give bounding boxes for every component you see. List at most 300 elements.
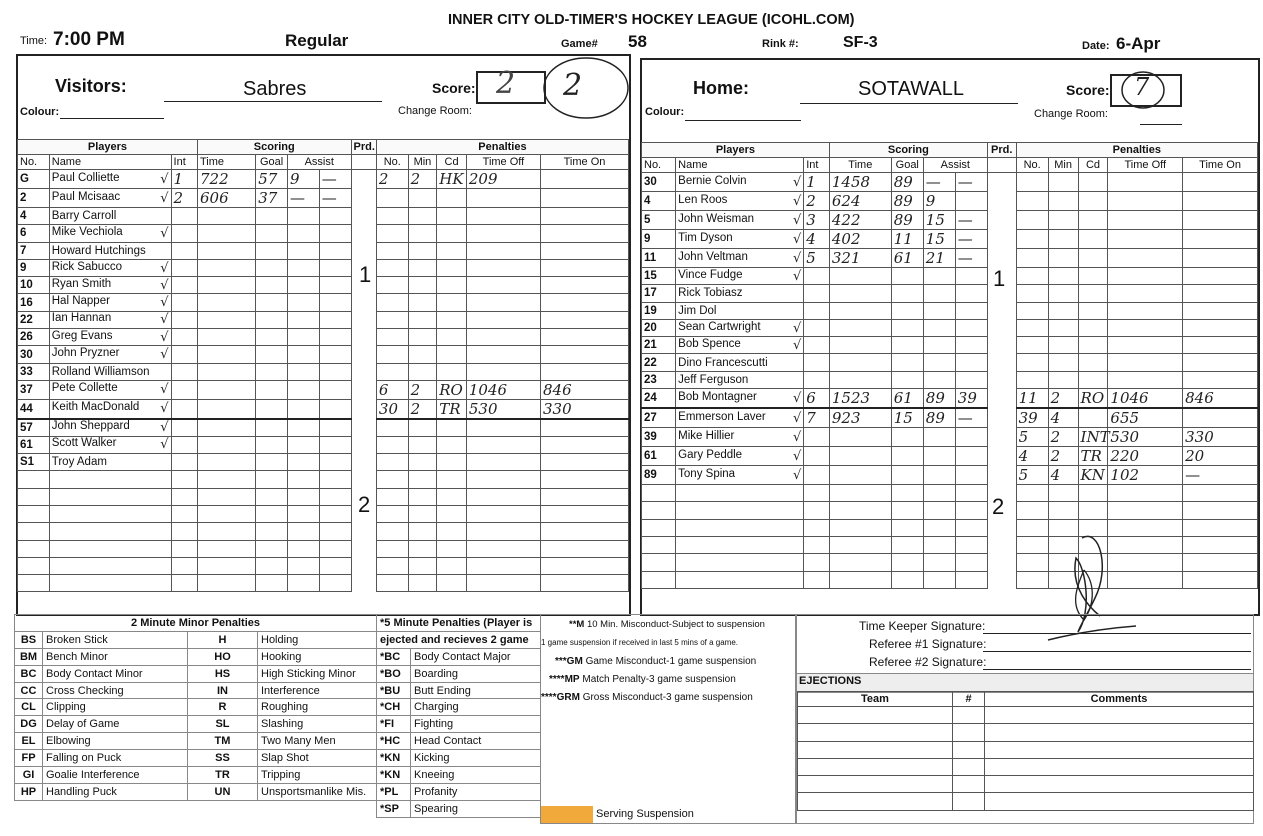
player-name-text: John Weisman	[678, 212, 755, 225]
pen-no-cell	[1016, 337, 1048, 354]
pen-off-cell	[466, 242, 540, 259]
player-number: 4	[18, 208, 50, 225]
attendance-check: √	[160, 401, 169, 417]
penalty-desc: High Sticking Minor	[258, 665, 377, 682]
goal-cell	[891, 554, 923, 571]
pen-on-cell	[540, 329, 628, 346]
hw-min: 4	[1050, 466, 1061, 485]
assist2-cell	[955, 319, 987, 336]
penalty-desc: Handling Puck	[43, 783, 188, 800]
pen-no-cell	[376, 575, 408, 592]
player-name-text: Scott Walker	[51, 437, 117, 450]
hw-assist2: —	[957, 211, 973, 229]
pen-cd-cell	[1078, 302, 1108, 319]
player-row	[642, 389, 1258, 409]
ejection-cell	[798, 793, 953, 810]
int-cell	[171, 311, 197, 328]
col-min: Min	[408, 155, 437, 170]
goal-cell	[256, 488, 288, 505]
home-period-1: 1	[993, 266, 1006, 291]
pen-cd-cell	[437, 311, 467, 328]
player-number: 30	[18, 346, 50, 363]
assist1-cell	[287, 346, 319, 363]
assist2-cell	[955, 428, 987, 447]
pen-min-cell	[1048, 192, 1078, 211]
ejection-cell	[985, 758, 1254, 775]
goal-cell	[891, 485, 923, 502]
attendance-check: √	[792, 410, 802, 426]
player-row	[642, 536, 1258, 553]
pen-cd-cell	[437, 399, 467, 419]
pen-min-cell	[408, 436, 437, 453]
pen-min-cell	[1048, 447, 1078, 466]
hw-time: 923	[831, 409, 861, 428]
home-colour-label: Colour:	[645, 106, 685, 118]
assist1-cell	[923, 192, 955, 211]
player-name-text: Paul Colliette	[51, 171, 120, 184]
assist2-cell	[319, 557, 351, 574]
assist2-cell	[319, 454, 351, 471]
assist2-cell	[319, 471, 351, 488]
assist2-cell	[319, 208, 351, 225]
penalty-code: HS	[188, 665, 258, 682]
assist2-cell	[955, 554, 987, 571]
pen-cd-cell	[437, 363, 467, 380]
assist2-cell	[319, 419, 351, 436]
time-cell	[197, 380, 255, 399]
penalty-desc: Boarding	[411, 665, 541, 682]
penalty-desc: Tripping	[258, 767, 377, 784]
hw-on: 846	[1185, 389, 1214, 408]
time-value: 7:00 PM	[53, 29, 125, 50]
player-number	[18, 523, 50, 540]
major-penalty-row	[377, 665, 541, 682]
player-name	[676, 230, 804, 249]
hw-assist2: —	[957, 173, 973, 191]
pen-no-cell	[1016, 485, 1048, 502]
prd-cell	[351, 311, 376, 328]
pen-off-cell	[1108, 302, 1183, 319]
assist1-cell	[923, 571, 955, 588]
pen-on-cell	[1183, 354, 1258, 371]
assist1-cell	[923, 536, 955, 553]
hw-off: 102	[1110, 466, 1140, 485]
player-row	[642, 337, 1258, 354]
home-col-time-on: Time On	[1183, 158, 1258, 173]
pen-no-cell	[376, 294, 408, 311]
time-cell	[197, 189, 255, 208]
prd-cell	[351, 170, 376, 189]
assist1-cell	[287, 208, 319, 225]
goal-cell	[891, 502, 923, 519]
home-team-name: SOTAWALL	[858, 78, 964, 100]
misc-text-mp: Match Penalty-3 game suspension	[582, 674, 736, 685]
pen-off-cell	[1108, 285, 1183, 302]
penalty-desc: Body Contact Major	[411, 648, 541, 665]
player-number: 22	[642, 354, 676, 371]
player-name-text: Rick Tobiasz	[678, 287, 743, 300]
hw-int: 2	[806, 192, 816, 210]
player-number	[642, 502, 676, 519]
time-cell	[197, 471, 255, 488]
penalty-desc: Slashing	[258, 716, 377, 733]
penalty-code: *BO	[377, 665, 411, 682]
time-cell	[829, 408, 891, 428]
goal-cell	[256, 363, 288, 380]
penalty-code: GI	[15, 767, 43, 784]
pen-cd-cell	[1078, 466, 1108, 485]
minor-penalty-row	[15, 733, 377, 750]
prd-cell	[351, 575, 376, 592]
penalty-code: *FI	[377, 716, 411, 733]
player-row	[18, 242, 629, 259]
pen-off-cell	[466, 419, 540, 436]
pen-cd-cell	[437, 575, 467, 592]
attendance-check: √	[160, 382, 169, 398]
time-cell	[829, 554, 891, 571]
goal-cell	[891, 337, 923, 354]
pen-min-cell	[408, 523, 437, 540]
minor-title: 2 Minute Minor Penalties	[15, 615, 377, 632]
hw-no: 39	[1018, 409, 1038, 428]
player-name-text: Jeff Ferguson	[678, 373, 749, 386]
player-row	[18, 454, 629, 471]
ejection-cell	[953, 793, 985, 810]
pen-off-cell	[466, 329, 540, 346]
visitors-change-room-label: Change Room:	[398, 105, 472, 117]
penalty-desc: Cross Checking	[43, 682, 188, 699]
penalty-desc: Fighting	[411, 716, 541, 733]
pen-cd-cell	[1078, 319, 1108, 336]
player-name	[676, 337, 804, 354]
pen-off-cell	[466, 259, 540, 276]
penalty-desc: Spearing	[411, 800, 541, 817]
major-penalty-row	[377, 648, 541, 665]
ejections-num-header: #	[953, 692, 985, 707]
hw-cd: RO	[1080, 389, 1105, 408]
home-scoring-header: Scoring	[829, 143, 987, 158]
attendance-check: √	[160, 347, 169, 363]
player-name-text: Ryan Smith	[51, 277, 112, 290]
time-cell	[829, 466, 891, 485]
penalty-code: TR	[188, 767, 258, 784]
hw-goal: 15	[893, 409, 913, 428]
goal-cell	[256, 242, 288, 259]
penalty-desc: Broken Stick	[43, 631, 188, 648]
player-number	[18, 488, 50, 505]
home-table	[641, 142, 1258, 589]
pen-cd-cell	[437, 419, 467, 436]
time-cell	[829, 519, 891, 536]
assist2-cell	[955, 192, 987, 211]
pen-on-cell	[1183, 502, 1258, 519]
assist1-cell	[923, 428, 955, 447]
player-row	[18, 170, 629, 189]
player-number: 20	[642, 319, 676, 336]
player-row	[18, 523, 629, 540]
player-number: 30	[642, 173, 676, 192]
hw-time: 624	[831, 192, 861, 210]
prd-cell	[987, 192, 1016, 211]
hw-goal: 89	[893, 192, 913, 210]
pen-no-cell	[376, 540, 408, 557]
prd-cell	[987, 466, 1016, 485]
pen-off-cell	[1108, 466, 1183, 485]
penalty-code: IN	[188, 682, 258, 699]
player-row	[642, 319, 1258, 336]
penalty-code: *PL	[377, 783, 411, 800]
home-score: 7	[1134, 73, 1150, 101]
pen-on-cell	[1183, 554, 1258, 571]
col-name: Name	[49, 155, 171, 170]
pen-off-cell	[466, 557, 540, 574]
minor-penalty-row	[15, 631, 377, 648]
prd-cell	[351, 471, 376, 488]
player-name	[676, 571, 804, 588]
player-row	[642, 268, 1258, 285]
player-number: 9	[642, 230, 676, 249]
int-cell	[171, 277, 197, 294]
hw-off: 530	[468, 399, 498, 418]
pen-on-cell	[1183, 268, 1258, 285]
player-row	[18, 363, 629, 380]
player-number: 4	[642, 192, 676, 211]
player-name	[49, 170, 171, 189]
attendance-check: √	[160, 277, 169, 293]
player-row	[18, 557, 629, 574]
time-cell	[829, 428, 891, 447]
prd-cell	[351, 399, 376, 419]
assist2-cell	[319, 170, 351, 189]
pen-cd-cell	[1078, 211, 1108, 230]
pen-on-cell	[1183, 447, 1258, 466]
hw-on: 330	[1185, 428, 1214, 447]
pen-off-cell	[466, 225, 540, 242]
assist2-cell	[319, 363, 351, 380]
player-name	[49, 419, 171, 436]
penalty-code: *BC	[377, 648, 411, 665]
attendance-check: √	[160, 420, 169, 436]
pen-on-cell	[540, 399, 628, 419]
assist2-cell	[955, 571, 987, 588]
hw-assist1: 89	[925, 389, 945, 408]
pen-on-cell	[540, 419, 628, 436]
penalty-code: DG	[15, 716, 43, 733]
attendance-check: √	[792, 231, 802, 247]
prd-cell	[987, 354, 1016, 371]
assist2-cell	[955, 173, 987, 192]
pen-no-cell	[376, 523, 408, 540]
major-penalty-row	[377, 716, 541, 733]
pen-cd-cell	[1078, 502, 1108, 519]
pen-no-cell	[376, 311, 408, 328]
major-penalty-row	[377, 750, 541, 767]
hw-goal: 61	[893, 389, 913, 408]
pen-min-cell	[1048, 408, 1078, 428]
time-cell	[829, 485, 891, 502]
time-cell	[197, 540, 255, 557]
hw-no: 5	[1018, 428, 1029, 447]
pen-cd-cell	[437, 488, 467, 505]
player-name-text: Keith MacDonald	[51, 401, 140, 414]
pen-no-cell	[376, 189, 408, 208]
assist1-cell	[287, 277, 319, 294]
pen-on-cell	[1183, 173, 1258, 192]
pen-on-cell	[1183, 519, 1258, 536]
time-cell	[829, 230, 891, 249]
pen-off-cell	[1108, 319, 1183, 336]
home-col-no: No.	[642, 158, 676, 173]
penalty-code: *KN	[377, 767, 411, 784]
assist2-cell	[319, 259, 351, 276]
serving-color-swatch	[541, 806, 593, 823]
pen-off-cell	[466, 523, 540, 540]
pen-off-cell	[1108, 230, 1183, 249]
assist2-cell	[319, 380, 351, 399]
pen-cd-cell	[437, 329, 467, 346]
player-name	[676, 354, 804, 371]
home-col-goal: Goal	[891, 158, 923, 173]
int-cell	[804, 354, 830, 371]
int-cell	[171, 575, 197, 592]
player-name-text: Bernie Colvin	[678, 174, 747, 187]
assist2-cell	[319, 294, 351, 311]
time-cell	[197, 170, 255, 189]
col-time: Time	[197, 155, 255, 170]
pen-no-cell	[376, 454, 408, 471]
goal-cell	[256, 436, 288, 453]
pen-on-cell	[1183, 319, 1258, 336]
int-cell	[804, 408, 830, 428]
player-number	[18, 540, 50, 557]
assist1-cell	[287, 225, 319, 242]
player-number	[642, 554, 676, 571]
time-cell	[829, 285, 891, 302]
int-cell	[171, 540, 197, 557]
player-name-text: Gary Peddle	[678, 448, 743, 461]
player-name	[676, 485, 804, 502]
pen-on-cell	[540, 488, 628, 505]
player-number: 2	[18, 189, 50, 208]
goal-cell	[891, 408, 923, 428]
penalty-desc: Profanity	[411, 783, 541, 800]
time-cell	[197, 436, 255, 453]
player-name	[49, 471, 171, 488]
goal-cell	[891, 211, 923, 230]
assist1-cell	[287, 259, 319, 276]
player-number: 89	[642, 466, 676, 485]
pen-no-cell	[376, 208, 408, 225]
player-name	[49, 523, 171, 540]
player-name-text: Rolland Williamson	[51, 365, 150, 378]
pen-no-cell	[1016, 371, 1048, 388]
time-cell	[829, 571, 891, 588]
time-cell	[197, 346, 255, 363]
game-type: Regular	[285, 31, 349, 50]
pen-no-cell	[376, 277, 408, 294]
prd-cell	[987, 302, 1016, 319]
player-number: 61	[18, 436, 50, 453]
pen-cd-cell	[1078, 408, 1108, 428]
penalty-desc: Charging	[411, 699, 541, 716]
pen-on-cell	[540, 294, 628, 311]
goal-cell	[891, 302, 923, 319]
assist1-cell	[287, 363, 319, 380]
pen-no-cell	[1016, 408, 1048, 428]
date-value: 6-Apr	[1116, 34, 1161, 53]
pen-min-cell	[408, 346, 437, 363]
assist2-cell	[955, 268, 987, 285]
pen-min-cell	[408, 329, 437, 346]
player-name	[676, 173, 804, 192]
col-int: Int	[171, 155, 197, 170]
penalty-desc: Bench Minor	[43, 648, 188, 665]
player-name	[676, 536, 804, 553]
player-number: 37	[18, 380, 50, 399]
pen-no-cell	[1016, 319, 1048, 336]
assist1-cell	[923, 230, 955, 249]
home-penalties-header: Penalties	[1016, 143, 1257, 158]
player-number: 9	[18, 259, 50, 276]
goal-cell	[256, 505, 288, 522]
time-cell	[197, 363, 255, 380]
penalty-code: SL	[188, 716, 258, 733]
goal-cell	[891, 285, 923, 302]
rink-value: SF-3	[843, 34, 878, 51]
player-number	[18, 471, 50, 488]
goal-cell	[891, 389, 923, 409]
pen-cd-cell	[437, 259, 467, 276]
penalty-code: H	[188, 631, 258, 648]
assist1-cell	[923, 285, 955, 302]
player-name	[49, 505, 171, 522]
int-cell	[804, 337, 830, 354]
pen-on-cell	[540, 380, 628, 399]
pen-on-cell	[1183, 428, 1258, 447]
pen-on-cell	[1183, 466, 1258, 485]
time-cell	[829, 371, 891, 388]
assist2-cell	[955, 519, 987, 536]
pen-min-cell	[408, 454, 437, 471]
pen-no-cell	[1016, 192, 1048, 211]
player-name	[49, 557, 171, 574]
goal-cell	[891, 371, 923, 388]
pen-cd-cell	[1078, 173, 1108, 192]
time-cell	[197, 329, 255, 346]
player-row	[18, 225, 629, 242]
home-col-assist: Assist	[923, 158, 987, 173]
goal-cell	[256, 189, 288, 208]
major-title-2: ejected and recieves 2 game	[377, 631, 541, 648]
pen-min-cell	[1048, 268, 1078, 285]
penalty-code: UN	[188, 783, 258, 800]
date-label: Date:	[1082, 40, 1110, 52]
player-row	[642, 466, 1258, 485]
player-number: S1	[18, 454, 50, 471]
player-number: 21	[642, 337, 676, 354]
pen-min-cell	[1048, 249, 1078, 268]
hw-on: 846	[542, 380, 572, 399]
pen-off-cell	[1108, 337, 1183, 354]
player-row	[18, 505, 629, 522]
assist1-cell	[923, 371, 955, 388]
goal-cell	[256, 294, 288, 311]
col-goal: Goal	[256, 155, 288, 170]
pen-cd-cell	[437, 505, 467, 522]
ejection-cell	[798, 724, 953, 741]
penalty-desc: Delay of Game	[43, 716, 188, 733]
penalties-header: Penalties	[376, 140, 628, 155]
